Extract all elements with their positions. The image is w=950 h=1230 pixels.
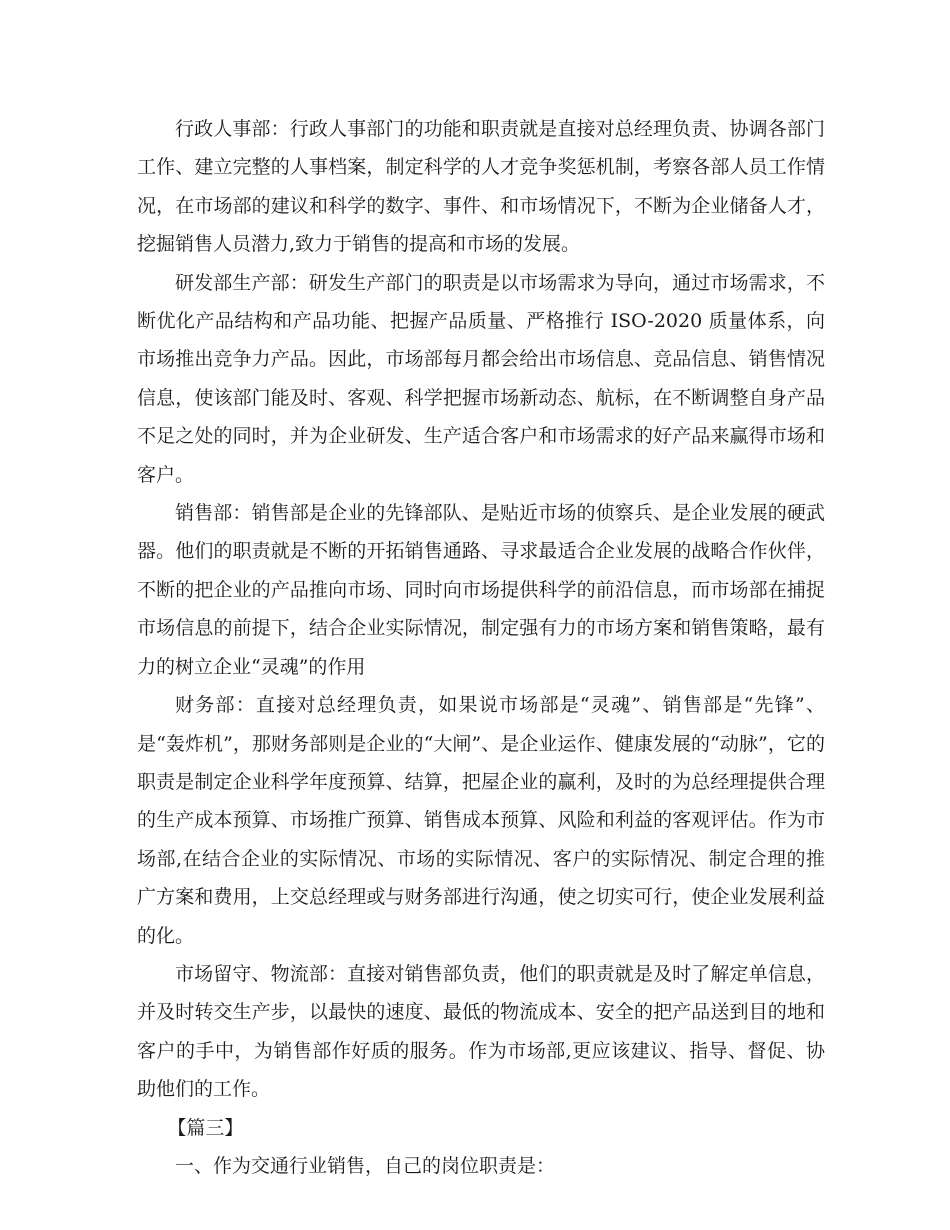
paragraph-sales: 销售部：销售部是企业的先锋部队、是贴近市场的侦察兵、是企业发展的硬武器。他们的职责就是不断的开拓销售通路、寻求最适合企业发展的战略合作伙伴，不断的把企业的产品推向市场、同时向市场提供科学的前沿信息，而市场部在捕捉市场信息的前提下，结合企业实际情况，制定强有力的市场方案和销售策略，最有力的树立企业“灵魂”的作用: [137, 502, 825, 678]
paragraph-finance: 财务部：直接对总经理负责，如果说市场部是“灵魂”、销售部是“先锋”、是“轰炸机”，那财务部则是企业的“大闸”、是企业运作、健康发展的“动脉”，它的职责是制定企业科学年度预算、结算，把屋企业的赢利，及时的为总经理提供合理的生产成本预算、市场推广预算、销售成本预算、风险和利益的客观评估。作为市场部,在结合企业的实际情况、市场的实际情况、客户的实际情况、制定合理的推广方案和费用，上交总经理或与财务部进行沟通，使之切实可行，使企业发展利益的化。: [137, 694, 825, 947]
section-heading: 【篇三】: [167, 1116, 244, 1139]
paragraph-logistics: 市场留守、物流部：直接对销售部负责，他们的职责就是及时了解定单信息，并及时转交生产步，以最快的速度、最低的物流成本、安全的把产品送到目的地和客户的手中，为销售部作好质的服务。作为市场部,更应该建议、指导、督促、协助他们的工作。: [137, 962, 825, 1101]
paragraph-rnd-production: 研发部生产部：研发生产部门的职责是以市场需求为导向，通过市场需求，不断优化产品结构和产品功能、把握产品质量、严格推行 ISO-2020 质量体系，向市场推出竞争力产品。因此，市场部每月都会给出市场信息、竞品信息、销售情况信息，使该部门能及时、客观、科学把握市场新动态、航标，在不断调整自身产品不足之处的同时，并为企业研发、生产适合客户和市场需求的好产品来赢得市场和客户。: [137, 271, 825, 486]
paragraph-admin-hr: 行政人事部：行政人事部门的功能和职责就是直接对总经理负责、协调各部门工作、建立完整的人事档案，制定科学的人才竞争奖惩机制，考察各部人员工作情况，在市场部的建议和科学的数字、事件、和市场情况下，不断为企业储备人才，挖掘销售人员潜力,致力于销售的提高和市场的发展。: [137, 118, 825, 256]
document-body: [137, 110, 825, 1185]
paragraph-final-line: 一、作为交通行业销售，自己的岗位职责是：: [175, 1154, 556, 1177]
